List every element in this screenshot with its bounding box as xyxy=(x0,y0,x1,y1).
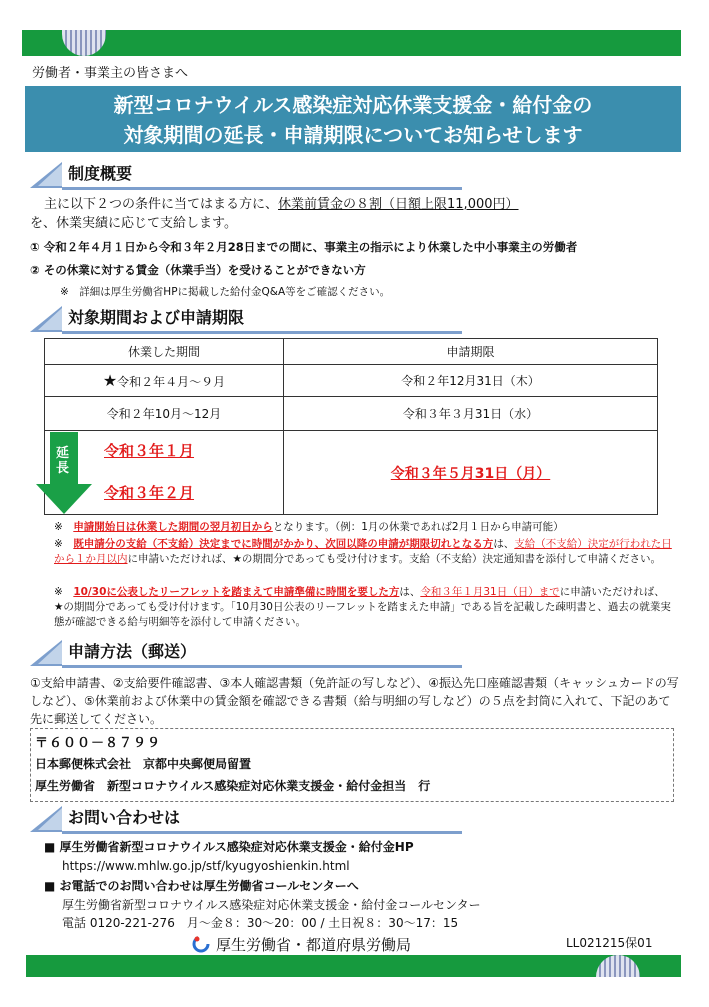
audience-label: 労働者・事業主の皆さまへ xyxy=(32,66,189,81)
ministry-name: 厚生労働省・都道府県労働局 xyxy=(216,936,412,954)
col-header-period: 休業した期間 xyxy=(45,339,284,365)
header-green-bar xyxy=(22,30,681,56)
contact-heading: お問い合わせは xyxy=(30,806,508,832)
deadline-cell: 令和３年３月31日（水） xyxy=(284,397,658,431)
hp-label: ■ 厚生労働省新型コロナウイルス感染症対応休業支援金・給付金HP xyxy=(44,840,414,854)
address-box xyxy=(30,728,674,802)
overview-heading: 制度概要 xyxy=(30,162,508,188)
extension-label: 延長 xyxy=(56,446,70,476)
method-heading: 申請方法（郵送） xyxy=(30,640,508,666)
ministry-logo-icon xyxy=(192,935,210,953)
address-line-1: 日本郵便株式会社 京都中央郵便局留置 xyxy=(35,757,252,771)
period-note-1: ※ 申請開始日は休業した期間の翌月初日からとなります。（例：1月の休業であれば2月１日から申請可能） xyxy=(54,521,564,533)
method-body: ①支給申請書、②支給要件確認書、③本人確認書類（免許証の写しなど）、④振込先口座確認書類（キャッシュカードの写しなど）、⑤休業前および休業中の賃金額を確認できる書類（給与明細の写しなど）の５点を封筒に入れて、下記のあて先に郵送してください。 xyxy=(30,676,679,726)
call-center-name: 厚生労働省新型コロナウイルス感染症対応休業支援金・給付金コールセンター xyxy=(62,898,481,912)
phone-hours: 電話 0120-221-276 月～金８：30～20：00 / 土日祝８：30～17：15 xyxy=(62,916,459,930)
address-line-2: 厚生労働省 新型コロナウイルス感染症対応休業支援金・給付金担当 行 xyxy=(35,779,431,793)
title-line-2: 対象期間の延長・申請期限についてお知らせします xyxy=(123,123,583,147)
title-line-1: 新型コロナウイルス感染症対応休業支援金・給付金の xyxy=(113,93,593,117)
hp-url[interactable]: https://www.mhlw.go.jp/stf/kyugyoshienkin.html xyxy=(62,859,350,873)
document-code: LL021215保01 xyxy=(566,936,653,950)
periods-heading: 対象期間および申請期限 xyxy=(30,306,508,332)
condition-1: ① 令和２年４月１日から令和３年２月28日までの間に、事業主の指示により休業した中小事業主の労働者 xyxy=(30,240,578,254)
arrow-down-icon xyxy=(36,484,92,514)
extended-deadline: 令和３年５月31日（月） xyxy=(390,465,551,482)
deadline-cell: 令和２年12月31日（木） xyxy=(284,365,658,397)
page-title xyxy=(25,86,681,152)
header-bar-curve xyxy=(22,30,62,56)
extended-period-2: 令和３年２月 xyxy=(104,484,195,502)
period-cell: 令和２年４月～９月 xyxy=(117,375,226,389)
star-icon: ★ xyxy=(102,371,118,390)
condition-2: ② その休業に対する賃金（休業手当）を受けることができない方 xyxy=(30,263,366,277)
extended-period-1: 令和３年１月 xyxy=(104,442,195,460)
overview-intro-2: を、休業実績に応じて支給します。 xyxy=(30,216,237,231)
call-label: ■ お電話でのお問い合わせは厚生労働省コールセンターへ xyxy=(44,879,359,893)
period-note-3: ※ 10/30に公表したリーフレットを踏まえて申請準備に時間を要した方は、令和３年１月31日（日）までに申請いただければ、★の期間分であっても受け付けます。「10月30日公表のリーフレットを踏まえた申請」である旨を記載した疎明書と、過去の就業実態が確認できる給与明細等を添付して申請ください。 xyxy=(54,586,671,628)
footer-green-bar xyxy=(26,955,681,977)
period-note-2: ※ 既申請分の支給（不支給）決定までに時間がかかり、次回以降の申請が期限切れとなる方は、支給（不支給）決定が行われた日から１か月以内に申請いただければ、★の期間分であっても受け付けます。支給（不支給）決定通知書を添付して申請ください。 xyxy=(54,538,672,565)
postal-code: 〒６００－８７９９ xyxy=(35,736,162,751)
col-header-deadline: 申請期限 xyxy=(284,339,658,365)
overview-note: ※ 詳細は厚生労働省HPに掲載した給付金Q&A等をご確認ください。 xyxy=(60,286,391,298)
overview-intro: 主に以下２つの条件に当てはまる方に、休業前賃金の８割（日額上限11,000円） xyxy=(44,197,519,212)
table-row xyxy=(45,397,658,431)
period-cell: 令和２年10月～12月 xyxy=(45,397,284,431)
table-row xyxy=(45,365,658,397)
